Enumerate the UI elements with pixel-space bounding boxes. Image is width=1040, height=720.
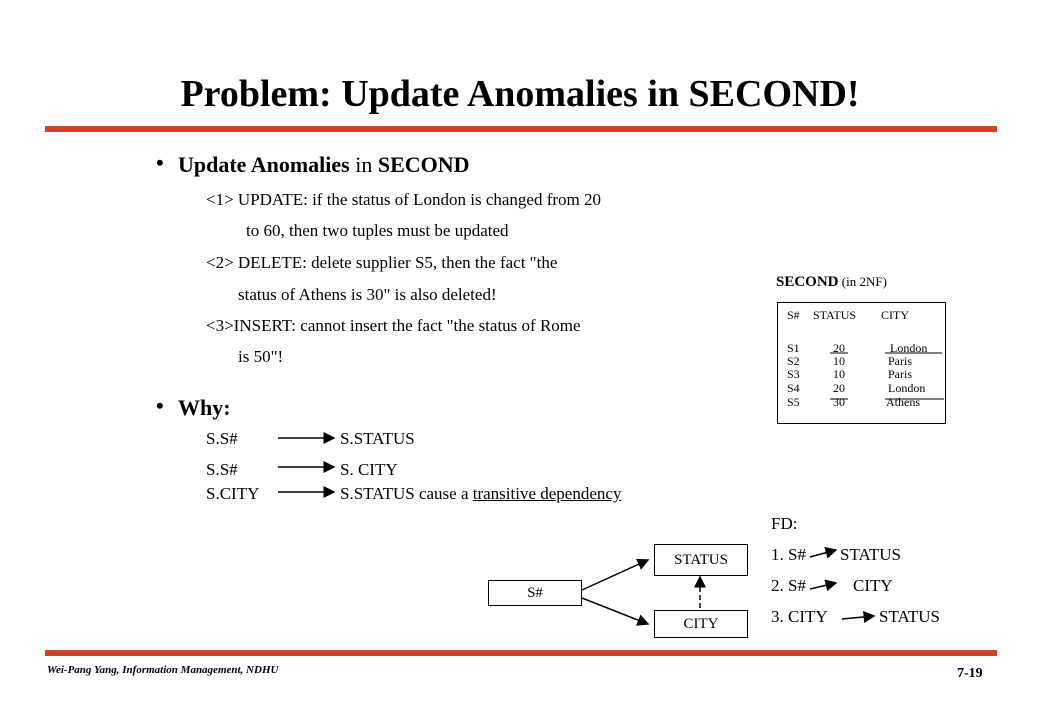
table-cell: Paris bbox=[888, 354, 912, 368]
second-table bbox=[777, 302, 946, 424]
table-cell: 20 bbox=[833, 381, 845, 395]
table-cell: S3 bbox=[787, 367, 800, 381]
anomaly-line-4: status of Athens is 30" is also deleted! bbox=[238, 285, 497, 304]
dep-1-right: S.STATUS bbox=[340, 429, 415, 448]
fd-3-left: 3. CITY bbox=[771, 607, 828, 626]
fd-3-right: STATUS bbox=[879, 607, 940, 626]
fd-3-arrow bbox=[842, 616, 874, 619]
bottom-divider bbox=[45, 650, 997, 656]
heading-plain: in bbox=[349, 152, 378, 177]
table-header-status: STATUS bbox=[813, 308, 857, 322]
anomaly-line-5: <3>INSERT: cannot insert the fact "the status of Rome bbox=[206, 316, 581, 335]
dependency-arrows bbox=[278, 438, 334, 492]
page-title: Problem: Update Anomalies in SECOND! bbox=[180, 73, 860, 115]
page-number: 7-19 bbox=[957, 666, 983, 681]
table-cell: S1 bbox=[787, 341, 800, 355]
heading-bold2: SECOND bbox=[377, 152, 470, 177]
table-cell: 10 bbox=[833, 354, 845, 368]
table-cell: Athens bbox=[886, 395, 920, 409]
sno-box: S# bbox=[488, 580, 582, 606]
table-caption-bold: SECOND bbox=[776, 274, 839, 290]
sno-to-city-arrow bbox=[582, 598, 648, 624]
fd-label: FD: bbox=[771, 514, 798, 533]
table-cell: 30 bbox=[833, 395, 845, 409]
status-box: STATUS bbox=[654, 544, 748, 576]
table-header-city: CITY bbox=[881, 308, 909, 322]
table-cell: S2 bbox=[787, 354, 800, 368]
fd-1-right: STATUS bbox=[840, 545, 901, 564]
bullet-dot: • bbox=[156, 393, 164, 418]
heading-bold: Update Anomalies bbox=[178, 152, 350, 177]
anomaly-line-1: <1> UPDATE: if the status of London is changed from 20 bbox=[206, 190, 602, 209]
table-cell: S4 bbox=[787, 381, 800, 395]
dep-2-left: S.S# bbox=[206, 460, 238, 479]
table-cell: S5 bbox=[787, 395, 800, 409]
table-cell: Paris bbox=[888, 367, 912, 381]
fd-2-left: 2. S# bbox=[771, 576, 806, 595]
dep-2-right: S. CITY bbox=[340, 460, 398, 479]
anomaly-line-3: <2> DELETE: delete supplier S5, then the fact "the bbox=[206, 253, 558, 272]
table-caption bbox=[776, 274, 887, 291]
fd-1-left: 1. S# bbox=[771, 545, 806, 564]
sno-to-status-arrow bbox=[582, 560, 648, 590]
dep-3-right-underlined: transitive dependency bbox=[472, 484, 622, 503]
why-heading: Why: bbox=[178, 395, 231, 420]
fd-2-right: CITY bbox=[853, 576, 893, 595]
table-cell: 10 bbox=[833, 367, 845, 381]
anomaly-line-6: is 50"! bbox=[238, 347, 284, 366]
fd-1-arrow bbox=[810, 550, 836, 557]
table-cell: London bbox=[890, 341, 928, 355]
fd-2-arrow bbox=[810, 583, 836, 589]
footer-author: Wei-Pang Yang, Information Management, NDHU bbox=[47, 664, 279, 676]
anomaly-line-2: to 60, then two tuples must be updated bbox=[246, 221, 509, 240]
dep-3-left: S.CITY bbox=[206, 484, 260, 503]
table-header-sno: S# bbox=[787, 308, 800, 322]
bullet-dot: • bbox=[156, 150, 164, 175]
dep-3-right-text: S.STATUS cause a bbox=[340, 484, 473, 503]
table-cell: 20 bbox=[833, 341, 845, 355]
dep-1-left: S.S# bbox=[206, 429, 238, 448]
table-caption-rest: (in 2NF) bbox=[838, 274, 887, 289]
city-box: CITY bbox=[654, 610, 748, 638]
table-cell: London bbox=[888, 381, 926, 395]
